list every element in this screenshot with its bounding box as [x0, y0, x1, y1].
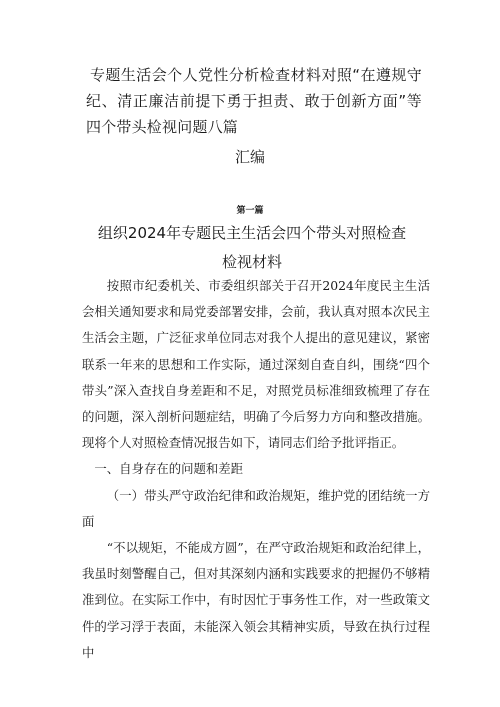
intro-paragraph: 按照市纪委机关、市委组织部关于召开2024年度民主生活会相关通知要求和局党委部署安排，会前，我认真对照本次民主生活会主题，广泛征求单位同志对我个人提出的意见建议，紧密联系一年来的思想和工作实际，通过深刻自查自纠，围绕“四个带头”深入查找自身差距和不足，对照党员标准细致梳理了存在的问题，深入剖析问题症结，明确了今后努力方向和整改措施。现将个人对照检查情况报告如下，请同志们给予批评指正。 [82, 278, 430, 451]
body-paragraph: “不以规矩，不能成方圆”，在严守政治规矩和政治纪律上，我虽时刻警醒自己，但对其深刻内涵和实践要求的把握仍不够精准到位。在实际工作中，有时因忙于事务性工作，对一些政策文件的学习浮于表面，未能深入领会其精神实质，导致在执行过程中 [82, 540, 430, 660]
document-subtitle: 汇编 [234, 148, 265, 166]
section-label: 第一篇 [236, 206, 264, 216]
article-body [82, 273, 430, 666]
subsection-heading: （一）带头严守政治纪律和政治规矩，维护党的团结统一方面 [82, 487, 430, 529]
section-heading: 一、自身存在的问题和差距 [94, 461, 244, 477]
document-title: 专题生活会个人党性分析检查材料对照“在遵规守纪、清正廉洁前提下勇于担责、敢于创新方面”等四个带头检视问题八篇 [86, 66, 422, 136]
article-title: 组织2024年专题民主生活会四个带头对照检查检视材料 [97, 224, 407, 271]
